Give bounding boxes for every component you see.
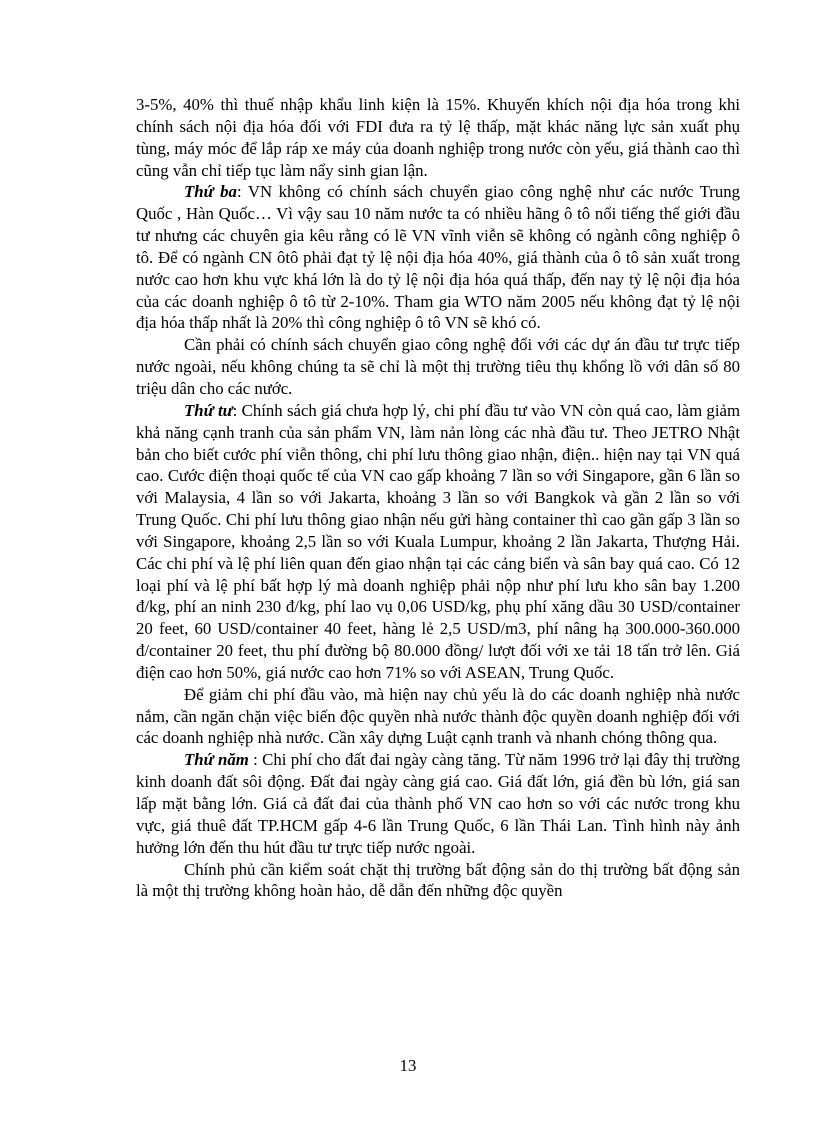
paragraph-real-estate	[136, 859, 740, 903]
paragraph-lead: Thứ tư	[184, 400, 233, 420]
paragraph-technology-transfer	[136, 334, 740, 400]
paragraph-thu-tu	[136, 400, 740, 684]
paragraph-continuation	[136, 94, 740, 181]
paragraph-reduce-costs	[136, 684, 740, 750]
paragraph-thu-ba	[136, 181, 740, 334]
paragraph-text: Chính phủ cần kiểm soát chặt thị trường bất động sản do thị trường bất động sản là một thị trường không hoàn hảo, dễ dẫn đến những độc quyền	[136, 859, 740, 901]
paragraph-text: : Chính sách giá chưa hợp lý, chi phí đầu tư vào VN còn quá cao, làm giảm khả năng cạnh tranh của sản phẩm VN, làm nản lòng các nhà đầu tư. Theo JETRO Nhật bản cho biết cước phí viễn thông, chi phí lưu thông giao nhận, điện.. hiện nay tại VN quá cao. Cước điện thoại quốc tế của VN cao gấp khoảng 7 lần so với Singapore, gần 6 lần so với Malaysia, 4 lần so với Jakarta, khoảng 3 lần so với Bangkok và gần 2 lần so với Trung Quốc. Chi phí lưu thông giao nhận nếu gửi hàng container thì cao gần gấp 3 lần so với Singapore, khoảng 2,5 lần so với Kuala Lumpur, khoảng 2 lần Jakarta, Thượng Hải. Các chi phí và lệ phí liên quan đến giao nhận tại các cảng biển và sân bay quá cao. Có 12 loại phí và lệ phí bất hợp lý mà doanh nghiệp phải nộp như phí lưu kho sân bay 1.200 đ/kg, phí an ninh 230 đ/kg, phí lao vụ 0,06 USD/kg, phụ phí xăng dầu 30 USD/container 20 feet, 60 USD/container 40 feet, hàng lẻ 2,5 USD/m3, phí nâng hạ 300.000-360.000 đ/container 20 feet, thu phí đường bộ 80.000 đồng/ lượt đối với xe tải 18 tấn trở lên. Giá điện cao hơn 50%, giá nước cao hơn 71% so với ASEAN, Trung Quốc.	[136, 400, 740, 682]
page-number: 13	[399, 1056, 417, 1075]
paragraph-text: : Chi phí cho đất đai ngày càng tăng. Từ năm 1996 trở lại đây thị trường kinh doanh đất sôi động. Đất đai ngày càng giá cao. Giá đất lớn, giá đền bù lớn, giá san lấp mặt bằng lớn. Giá cả đất đai của thành phố VN cao hơn so với các nước trong khu vực, giá thuê đất TP.HCM gấp 4-6 lần Trung Quốc, 6 lần Thái Lan. Tình hình này ảnh hưởng lớn đến thu hút đầu tư trực tiếp nước ngoài.	[136, 750, 740, 857]
paragraph-text: 3-5%, 40% thì thuế nhập khẩu linh kiện là 15%. Khuyến khích nội địa hóa trong khi chính sách nội địa hóa đối với FDI đưa ra tỷ lệ thấp, mặt khác năng lực sản xuất phụ tùng, máy móc để lắp ráp xe máy của doanh nghiệp trong nước còn yếu, giá thành cao thì cũng vẫn chỉ tiếp tục làm nẩy sinh gian lận.	[136, 95, 740, 180]
paragraph-lead: Thứ ba	[184, 182, 237, 202]
paragraph-thu-nam	[136, 749, 740, 858]
paragraph-text: : VN không có chính sách chuyển giao công nghệ như các nước Trung Quốc , Hàn Quốc… Vì vậy sau 10 năm nước ta có nhiều hãng ô tô nổi tiếng thế giới đầu tư nhưng các chuyên gia kêu rằng có lẽ VN vĩnh viễn sẽ không có ngành công nghiệp ô tô. Để có ngành CN ôtô phải đạt tỷ lệ nội địa hóa 40%, giá thành của ô tô sản xuất trong nước cao hơn khu vực khá lớn là do tỷ lệ nội địa hóa quá thấp, đến nay tỷ lệ nội địa hóa của các doanh nghiệp ô tô từ 2-10%. Tham gia WTO năm 2005 nếu không đạt tỷ lệ nội địa hóa thấp nhất là 20% thì công nghiệp ô tô VN sẽ khó có.	[136, 182, 740, 333]
document-body	[136, 94, 740, 902]
paragraph-text: Cần phải có chính sách chuyển giao công nghệ đối với các dự án đầu tư trực tiếp nước ngoài, nếu không chúng ta sẽ chỉ là một thị trường tiêu thụ khổng lồ với dân số 80 triệu dân cho các nước.	[136, 335, 740, 398]
paragraph-lead: Thứ năm	[184, 750, 249, 770]
paragraph-text: Để giảm chi phí đầu vào, mà hiện nay chủ yếu là do các doanh nghiệp nhà nước nắm, cần ngăn chặn việc biến độc quyền nhà nước thành độc quyền doanh nghiệp đối với các doanh nghiệp nhà nước. Cần xây dựng Luật cạnh tranh và nhanh chóng thông qua.	[136, 684, 740, 748]
